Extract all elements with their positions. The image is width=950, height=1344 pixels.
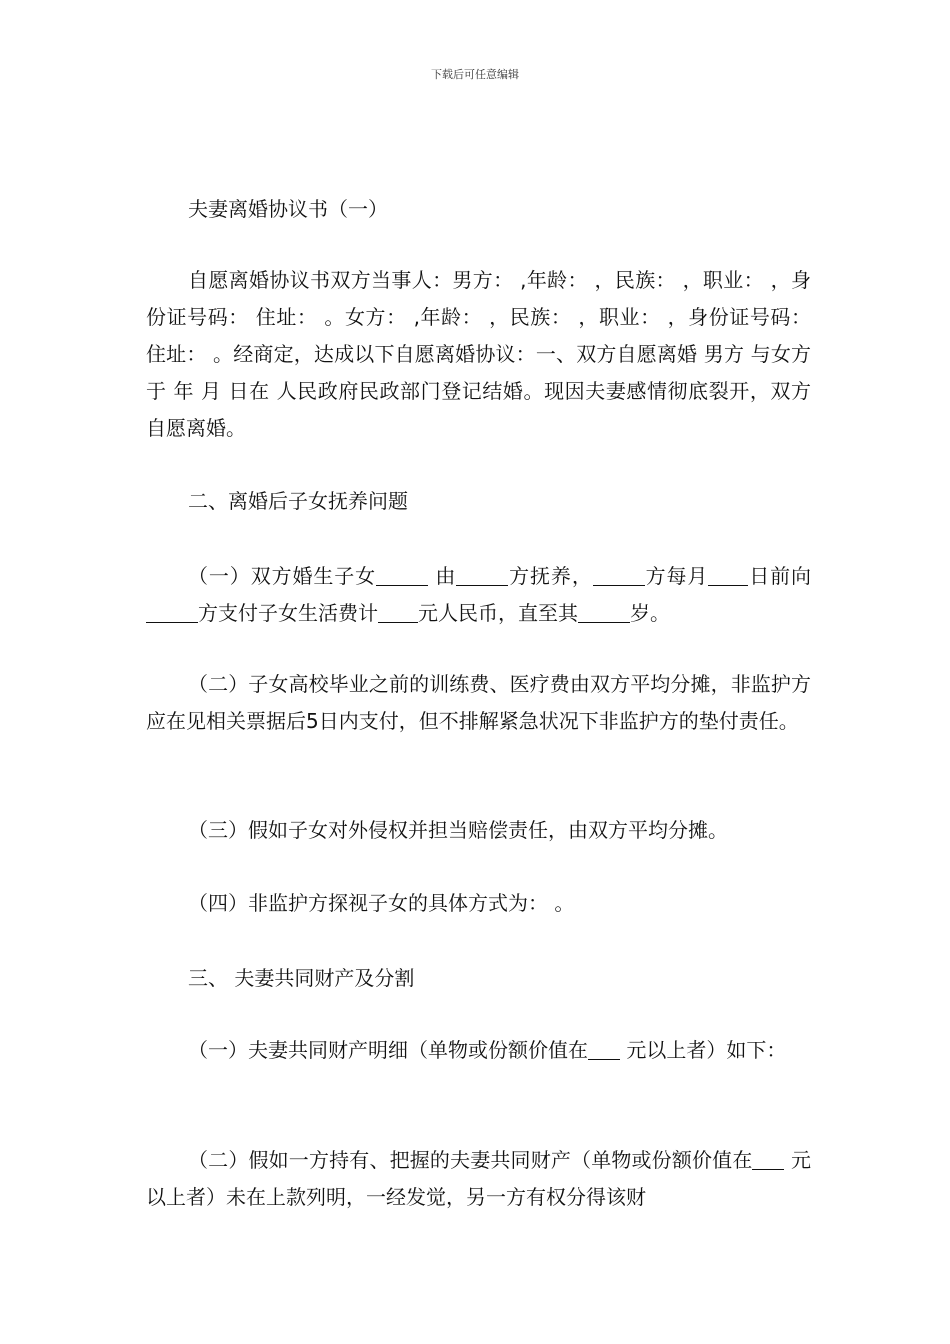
page-header: 下载后可任意编辑 bbox=[431, 68, 519, 81]
blank-line bbox=[752, 1149, 784, 1170]
blank-line bbox=[456, 565, 508, 586]
blank-line bbox=[146, 602, 198, 623]
blank-line bbox=[588, 1039, 620, 1060]
section-2-title: 二、离婚后子女抚养问题 bbox=[188, 489, 408, 513]
section-3-title: 三、 夫妻共同财产及分割 bbox=[188, 966, 415, 990]
blank-line bbox=[376, 565, 428, 586]
blank-line bbox=[593, 565, 645, 586]
section-2-item-4: （四）非监护方探视子女的具体方式为： 。 bbox=[188, 891, 575, 915]
document-title: 夫妻离婚协议书（一） bbox=[188, 197, 388, 221]
section-3-item-1: （一）夫妻共同财产明细（单物或份额价值在 元以上者）如下： bbox=[188, 1038, 787, 1062]
section-3-item-2: （二）假如一方持有、把握的夫妻共同财产（单物或份额价值在 元以上者）未在上款列明，一经发觉，另一方有权分得该财 bbox=[146, 1148, 812, 1209]
blank-line bbox=[378, 602, 418, 623]
section-2-item-2: （二）子女高校毕业之前的训练费、医疗费由双方平均分摊，非监护方应在见相关票据后5日内支付，但不排解紧急状况下非监护方的垫付责任。 bbox=[146, 672, 811, 733]
intro-paragraph: 自愿离婚协议书双方当事人：男方： ,年龄： ，民族： ，职业： ，身份证号码： 住址： 。女方： ,年龄： ，民族： ，职业： ，身份证号码： 住址： 。经商定，达成以下自愿离婚协议：一、双方自愿离婚 男方 与女方 于 年 月 日在 人民政府民政部门登记结婚。现因夫妻感情彻底裂开，双方自愿离婚。 bbox=[146, 268, 811, 440]
blank-line bbox=[708, 565, 748, 586]
blank-line bbox=[578, 602, 630, 623]
section-2-item-3: （三）假如子女对外侵权并担当赔偿责任，由双方平均分摊。 bbox=[188, 818, 728, 842]
section-2-item-1: （一）双方婚生子女 由 方抚养， 方每月 日前向方支付子女生活费计 元人民币，直至其 岁。 bbox=[146, 558, 811, 632]
